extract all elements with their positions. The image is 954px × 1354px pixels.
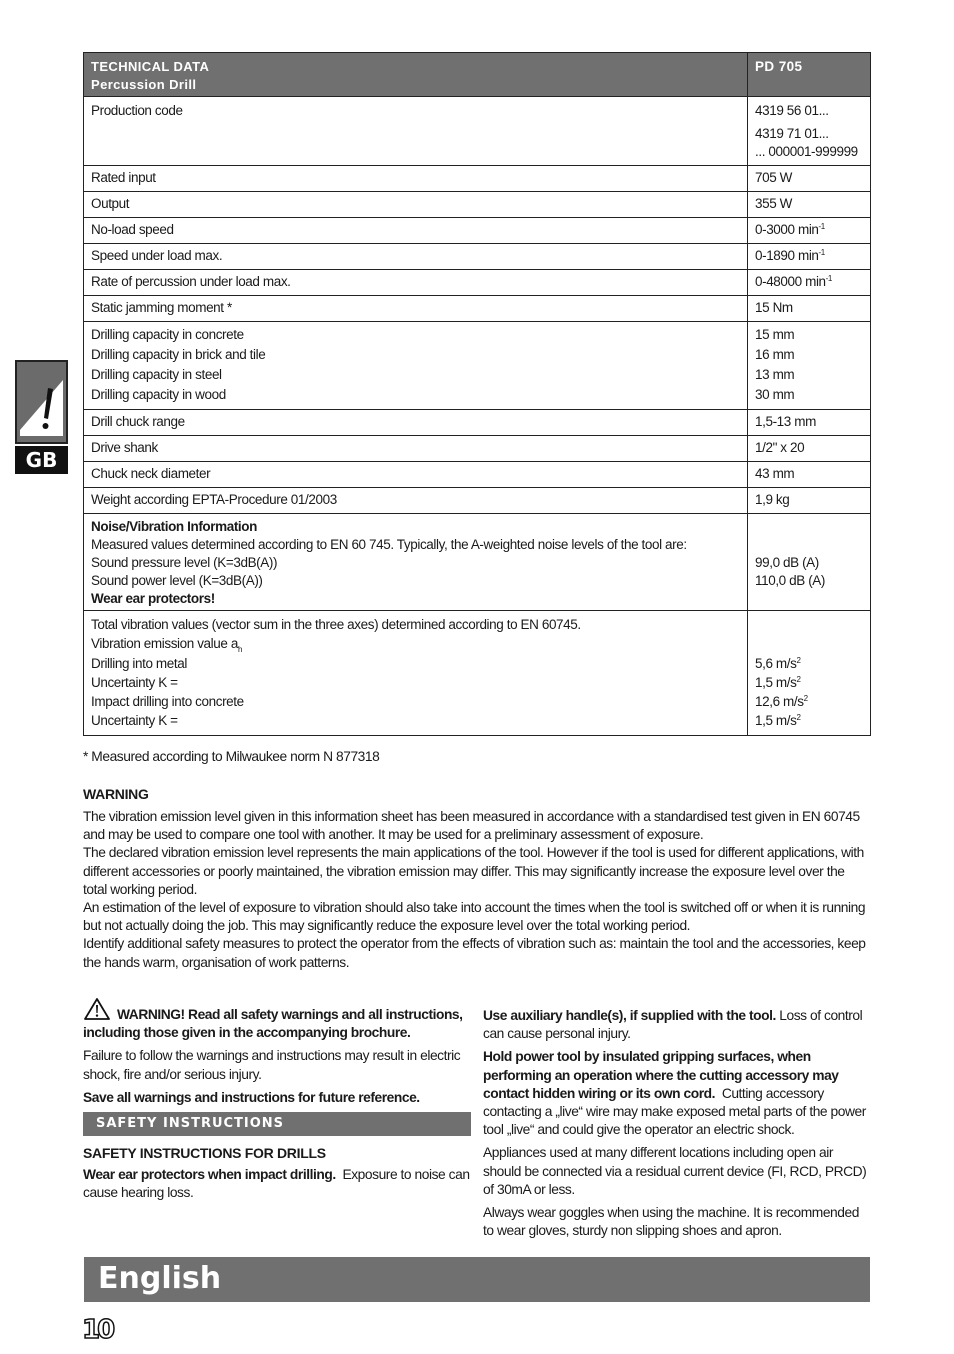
row-value: 4319 56 01... 4319 71 01... ... 000001-999999 [748,97,871,166]
left-column [83,997,471,1207]
noise-info: Noise/Vibration Information Measured values determined according to EN 60 745. Typically, the A-weighted noise levels of the tool are: Sound pressure level (K=3dB(A)) Sound power level (K=3dB(A)) Wear ear protectors! [84,514,748,611]
table-row [84,436,871,462]
technical-data-table [83,52,871,736]
row-value: 1/2" x 20 [748,436,871,462]
row-value: 0-3000 $\min^{-1}$ [748,218,871,244]
page-number: 10 [82,1315,113,1345]
table-row [84,270,871,296]
row-label: Drill chuck range [84,410,748,436]
row-value: 0-48000 $\min^{-1}$ [748,270,871,296]
ear-protector-text: Wear ear protectors when impact drilling. Exposure to noise can cause hearing loss. [83,1167,470,1201]
row-label: Drilling capacity in concrete Drilling capacity in brick and tile Drilling capacity in steel Drilling capacity in wood [84,322,748,410]
row-value: 1,5-13 mm [748,410,871,436]
section-heading-bar: SAFETY INSTRUCTIONS [83,1112,471,1136]
row-label: No-load speed [84,218,748,244]
language-side-tab [15,360,68,474]
sub-heading: SAFETY INSTRUCTIONS FOR DRILLS [83,1145,326,1162]
right-column [483,1007,870,1245]
warning-paragraph: The vibration emission level given in this information sheet has been measured in accordance with a standardised test given in EN 60745 and may be used to compare one tool with another. It may be used for a preliminary assessment of exposure. [83,809,860,843]
row-label: Output [84,192,748,218]
table-row [84,322,871,410]
warning-paragraph: An estimation of the level of exposure to vibration should also take into account the times when the tool is switched off or when it is running but not actually doing the job. This may significantly reduce the exposure level over the total working period. [83,900,866,934]
row-label: Chuck neck diameter [84,462,748,488]
table-row [84,218,871,244]
row-label: Weight according EPTA-Procedure 01/2003 [84,488,748,514]
table-row [84,410,871,436]
safety-warning-heading: WARNING! Read all safety warnings and all instructions, including those given in the accompanying brochure. [83,997,471,1042]
table-row [84,488,871,514]
table-row [84,97,871,166]
table-title: TECHNICAL DATA Percussion Drill [84,53,748,97]
row-label: Rate of percussion under load max. [84,270,748,296]
language-code-label: GB [15,446,68,474]
row-label: Speed under load max. [84,244,748,270]
appliances-text: Appliances used at many different locations including open air should be connected via a residual current device (FI, RCD, PRCD) of 30mA or less. [483,1145,867,1197]
language-bar [84,1257,870,1302]
table-row-vibration [84,611,871,736]
footnote: * Measured according to Milwaukee norm N 877318 [83,749,380,764]
warning-paragraph: Identify additional safety measures to protect the operator from the effects of vibration such as: maintain the tool and the accessories, keep the hands warm, organisation of work patterns. [83,936,866,970]
row-value: 15 Nm [748,296,871,322]
language-label: English [98,1261,222,1296]
row-value: 43 mm [748,462,871,488]
table-row [84,192,871,218]
row-label: Drive shank [84,436,748,462]
warning-triangle-icon [83,997,111,1021]
warning-section [83,786,870,972]
row-value: 15 mm 16 mm 13 mm 30 mm [748,322,871,410]
row-value: 0-1890 $\min^{-1}$ [748,244,871,270]
table-row-noise [84,514,871,611]
row-value: 355 W [748,192,871,218]
warning-exclamation-icon [15,360,68,444]
save-instructions: Save all warnings and instructions for future reference. [83,1089,420,1105]
table-row [84,166,871,192]
row-label: Rated input [84,166,748,192]
noise-values: 99,0 dB (A) 110,0 dB (A) [748,514,871,611]
insulated-grip-text: Hold power tool by insulated gripping surfaces, when performing an operation where the cutting accessory may contact hidden wiring or its own cord. Cutting accessory contacting a „live“ wire may make exposed metal parts of the power tool „live“ and could give the operator an electric shock. [483,1049,866,1138]
warning-title: WARNING [83,786,149,802]
goggles-text: Always wear goggles when using the machine. It is recommended to wear gloves, sturdy non slipping shoes and apron. [483,1205,859,1239]
failure-text: Failure to follow the warnings and instructions may result in electric shock, fire and/or serious injury. [83,1048,461,1082]
vibration-values: 5,6 $m/s^2$ 1,5 $m/s^2$ 12,6 $m/s^2$ 1,5 $m/s^2$ [748,611,871,736]
vibration-info: Total vibration values (vector sum in the three axes) determined according to EN 60745. Vibration emission value $a_h$ Drilling into metal Uncertainty K = Impact drilling into concrete Uncertainty K = [84,611,748,736]
table-row [84,296,871,322]
model-name: PD 705 [748,53,871,97]
row-value: 1,9 kg [748,488,871,514]
table-row [84,462,871,488]
row-label: Production code [84,97,748,166]
table-row [84,244,871,270]
row-label: Static jamming moment * [84,296,748,322]
table-header-row [84,53,871,97]
row-value: 705 W [748,166,871,192]
aux-handle-text: Use auxiliary handle(s), if supplied with the tool. Loss of control can cause personal injury. [483,1008,863,1042]
warning-paragraph: The declared vibration emission level represents the main applications of the tool. However if the tool is used for different applications, with different accessories or poorly maintained, the vibration emission may differ. This may significantly increase the exposure level over the total working period. [83,845,864,897]
